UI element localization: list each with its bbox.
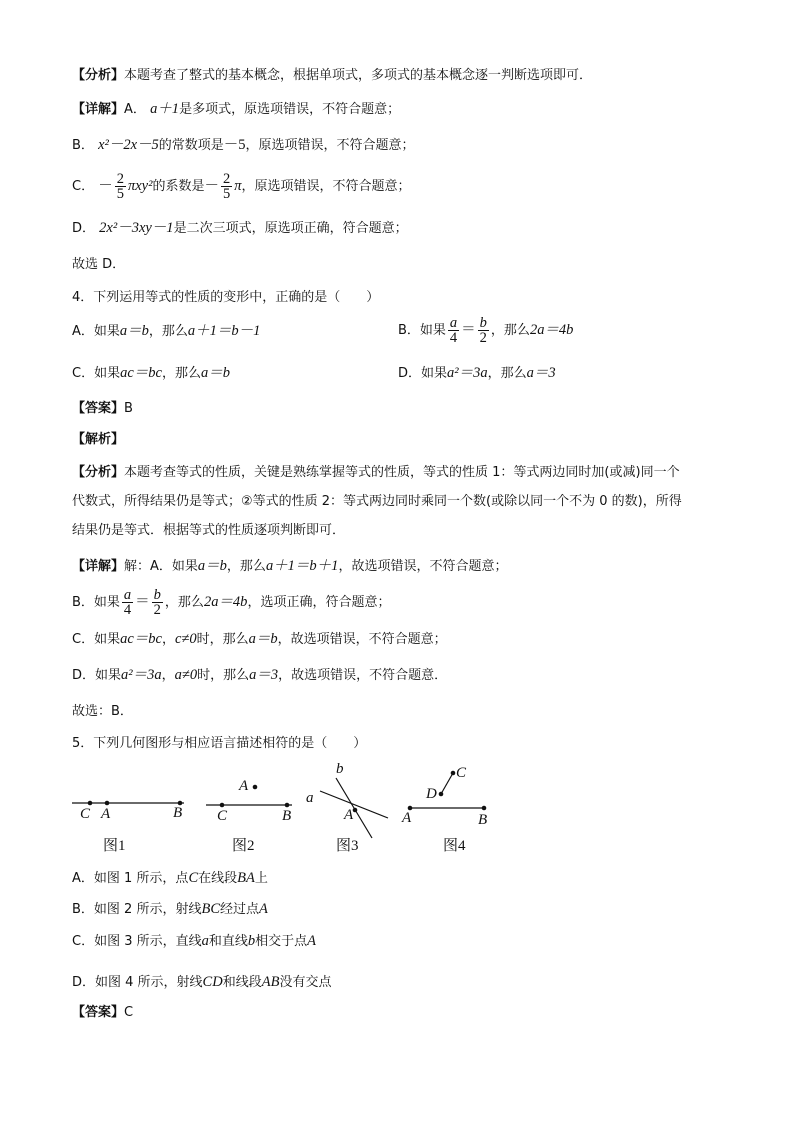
option-text: B．如图 2 所示，射线 xyxy=(72,902,202,917)
option-label: C．如果 xyxy=(72,366,121,381)
detail-text: 的常数项是 xyxy=(158,138,224,153)
answer-value: C xyxy=(124,1005,134,1020)
math-expr: c≠0 xyxy=(174,631,197,647)
prev-choice: 故选 D． xyxy=(72,257,126,272)
math-expr: ac＝bc xyxy=(120,365,162,381)
detail-text: B．如果 xyxy=(72,595,120,610)
math-sign: － xyxy=(204,178,219,194)
detail-text: 的系数是 xyxy=(152,179,205,194)
math-expr: a²＝3a xyxy=(121,667,162,683)
math-expr: a≠0 xyxy=(174,667,198,683)
math-expr: BA xyxy=(237,870,255,886)
fig3-label-b: b xyxy=(336,761,344,777)
option-text: 没有交点 xyxy=(279,975,332,990)
option-label: D． xyxy=(72,221,96,236)
detail-text: 时，那么 xyxy=(197,668,250,683)
detail-text: C．如果 xyxy=(72,632,121,647)
fig1-label-c: C xyxy=(80,806,91,822)
q5-stem: 5．下列几何图形与相应语言描述相符的是（ ） xyxy=(72,736,367,751)
fig4-label-a: A xyxy=(402,810,412,826)
fig3-label-a-line: a xyxy=(306,790,314,806)
detail-text: ， xyxy=(161,632,175,647)
q4-analysis-line2: 代数式，所得结果仍是等式；②等式的性质 2：等式两边同时乘同一个数(或除以同一个不为 0 的数)，所得 xyxy=(72,494,682,509)
math-value: －5 xyxy=(223,137,246,153)
frac-num: 2 xyxy=(116,171,124,187)
math-expr: a＝3 xyxy=(526,365,556,381)
detail-text: 解：A．如果 xyxy=(124,559,198,574)
fig2-point-c xyxy=(220,803,225,808)
math-expr: BC xyxy=(201,901,220,917)
fig3-caption: 图3 xyxy=(336,838,359,854)
detail-text: ，故选项错误，不符合题意； xyxy=(338,559,508,574)
math-expr: a xyxy=(201,933,209,949)
detail-tag: 【详解】 xyxy=(72,559,125,574)
analysis-tag: 【分析】 xyxy=(72,68,125,83)
math-expr: AB xyxy=(261,974,280,990)
option-label: A．如果 xyxy=(72,324,120,339)
math-expr: b xyxy=(247,933,256,949)
detail-text: ，故选项错误，不符合题意． xyxy=(278,668,448,683)
option-label: D．如果 xyxy=(398,366,448,381)
option-label: C． xyxy=(72,179,95,194)
fig1-label-b: B xyxy=(173,805,183,821)
detail-text: ，原选项错误，不符合题意； xyxy=(241,179,411,194)
fig4-ray xyxy=(441,773,453,794)
q4-choice: 故选：B． xyxy=(72,704,133,719)
math-expr: a＋1＝b＋1 xyxy=(265,558,339,574)
math-expr: a＋1 xyxy=(150,101,180,117)
option-text: ，那么 xyxy=(161,366,201,381)
math-expr: C xyxy=(188,870,199,886)
frac-den: 2 xyxy=(479,330,487,346)
q4-analysis-line3: 结果仍是等式．根据等式的性质逐项判断即可． xyxy=(72,523,346,538)
math-expr: πxy² xyxy=(127,178,153,194)
math-expr: a＝b xyxy=(248,631,278,647)
option-text: 和线段 xyxy=(222,975,262,990)
math-expr: a＝b xyxy=(197,558,227,574)
analysis-text: 本题考查等式的性质，关键是熟练掌握等式的性质，等式的性质 1：等式两边同时加(或减)同一个 xyxy=(124,465,680,480)
math-sign: － xyxy=(98,178,113,194)
frac-num: a xyxy=(123,587,132,603)
option-text: ，那么 xyxy=(487,366,527,381)
option-text: ，那么 xyxy=(148,324,188,339)
option-text: 在线段 xyxy=(198,871,238,886)
fig4-point-c xyxy=(451,771,456,776)
frac-den: 2 xyxy=(153,602,161,618)
math-expr: a＋1＝b－1 xyxy=(187,323,261,339)
math-expr: x²－2x－5 xyxy=(98,137,159,153)
q4-jiexi-tag: 【解析】 xyxy=(72,432,125,447)
q5-answer xyxy=(72,1004,133,1022)
math-sign: ＝ xyxy=(461,322,476,338)
math-expr: A xyxy=(307,933,317,949)
math-expr: a＝b xyxy=(200,365,230,381)
q5-option-d xyxy=(72,973,331,992)
math-expr: 2a＝4b xyxy=(529,322,574,338)
detail-text: ，原选项错误，不符合题意； xyxy=(245,138,415,153)
q4-stem: 4．下列运用等式的性质的变形中，正确的是（ ） xyxy=(72,290,380,305)
fig4-label-b: B xyxy=(478,812,488,828)
option-text: ，那么 xyxy=(490,323,530,338)
fig3-point-a xyxy=(353,808,358,813)
fig1-label-a: A xyxy=(101,806,111,822)
detail-text: ，那么 xyxy=(226,559,266,574)
math-expr: ac＝bc xyxy=(120,631,162,647)
math-expr: a²＝3a xyxy=(447,365,488,381)
option-text: 经过点 xyxy=(220,902,260,917)
option-label: A． xyxy=(124,102,146,117)
detail-text: ，故选项错误，不符合题意； xyxy=(277,632,447,647)
fig3-label-a-point: A xyxy=(344,807,354,823)
analysis-tag: 【分析】 xyxy=(72,465,125,480)
frac-den: 4 xyxy=(123,602,132,618)
frac-num: b xyxy=(153,587,161,603)
math-expr: a＝b xyxy=(119,323,149,339)
fig1-point-c xyxy=(88,801,93,806)
fig2-label-b: B xyxy=(282,808,292,824)
fig4-caption: 图4 xyxy=(443,838,466,854)
fig2-caption: 图2 xyxy=(232,838,255,854)
fig2-point-b xyxy=(285,803,290,808)
analysis-text: 本题考查了整式的基本概念，根据单项式，多项式的基本概念逐一判断选项即可． xyxy=(124,68,593,83)
frac-den: 5 xyxy=(222,186,231,202)
math-expr: π xyxy=(234,178,242,194)
math-sign: ＝ xyxy=(135,594,150,610)
option-text: 上 xyxy=(254,871,268,886)
fig4-point-d xyxy=(439,792,444,797)
math-expr: CD xyxy=(202,974,223,990)
frac-den: 4 xyxy=(449,330,458,346)
answer-value: B xyxy=(124,401,133,416)
fig2-label-c: C xyxy=(217,808,228,824)
q5-option-a xyxy=(72,869,268,888)
fig1-caption: 图1 xyxy=(103,838,126,854)
q5-option-b xyxy=(72,900,268,919)
detail-text: 是二次三项式，原选项正确，符合题意； xyxy=(173,221,408,236)
math-expr: A xyxy=(259,901,268,917)
option-label: B． xyxy=(72,138,94,153)
frac-den: 5 xyxy=(116,186,124,202)
detail-tag: 【详解】 xyxy=(72,102,125,117)
fig3-line-a xyxy=(320,791,388,818)
fig2-point-a xyxy=(253,785,258,790)
detail-text: ， xyxy=(161,668,175,683)
answer-tag: 【答案】 xyxy=(72,401,125,416)
math-expr: a＝3 xyxy=(249,667,279,683)
math-expr: 2x²－3xy－1 xyxy=(99,220,174,236)
detail-text: D．如果 xyxy=(72,668,122,683)
option-text: A．如图 1 所示，点 xyxy=(72,871,189,886)
detail-text: ，那么 xyxy=(164,595,204,610)
q5-option-c xyxy=(72,932,316,951)
detail-text: ，选项正确，符合题意； xyxy=(247,595,391,610)
option-text: 和直线 xyxy=(208,934,248,949)
answer-tag: 【答案】 xyxy=(72,1005,125,1020)
frac-num: a xyxy=(449,315,458,331)
fig2-label-a: A xyxy=(239,778,249,794)
option-text: 相交于点 xyxy=(255,934,308,949)
option-text: D．如图 4 所示，射线 xyxy=(72,975,203,990)
frac-num: 2 xyxy=(222,171,231,187)
option-label: B．如果 xyxy=(398,323,446,338)
fig4-point-b xyxy=(482,806,487,811)
detail-text: 是多项式，原选项错误，不符合题意； xyxy=(179,102,401,117)
detail-text: 时，那么 xyxy=(196,632,249,647)
option-text: C．如图 3 所示，直线 xyxy=(72,934,202,949)
fig4-label-d: D xyxy=(426,786,437,802)
fig4-label-c: C xyxy=(456,765,467,781)
fig1-point-a xyxy=(105,801,110,806)
frac-num: b xyxy=(479,315,487,331)
math-expr: 2a＝4b xyxy=(203,594,248,610)
